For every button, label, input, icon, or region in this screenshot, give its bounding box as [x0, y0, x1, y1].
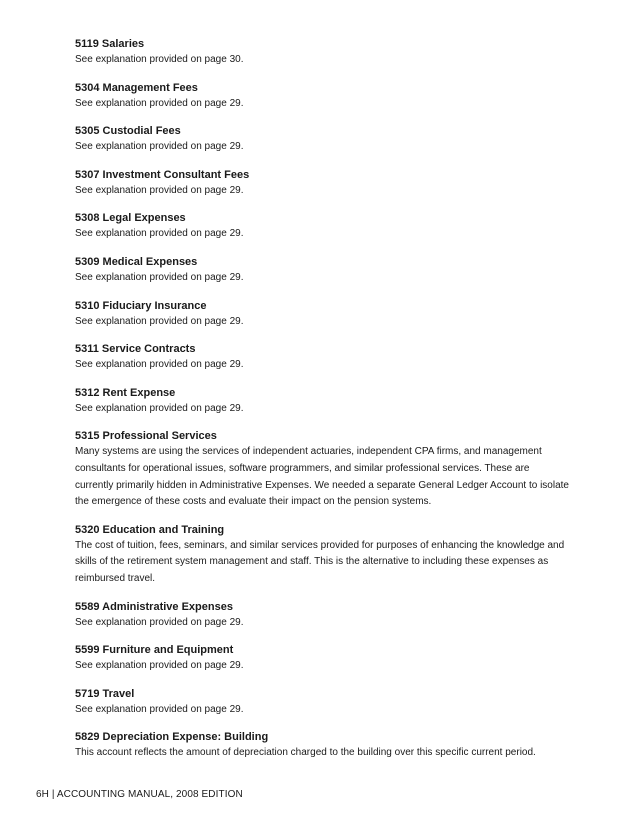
entry-body: See explanation provided on page 29. [75, 184, 244, 196]
entry-title: 5305 Custodial Fees [75, 125, 181, 138]
account-entries [75, 36, 575, 773]
entry-5320 [75, 522, 575, 588]
entry-5308 [75, 210, 575, 243]
entry-title: 5309 Medical Expenses [75, 255, 198, 268]
entry-title: 5315 Professional Services [75, 430, 217, 443]
entry-body: This account reflects the amount of depreciation charged to the building over this specific current period. [75, 747, 536, 759]
entry-title: 5829 Depreciation Expense: Building [75, 731, 269, 744]
entry-title: 5310 Fiduciary Insurance [75, 299, 207, 312]
entry-title: 5304 Management Fees [75, 81, 198, 94]
entry-5311 [75, 341, 575, 374]
entry-5312 [75, 385, 575, 418]
entry-body: See explanation provided on page 30. [75, 54, 244, 65]
entry-body: See explanation provided on page 29. [75, 703, 244, 715]
entry-body: See explanation provided on page 29. [75, 616, 244, 628]
entry-body: See explanation provided on page 29. [75, 315, 244, 327]
entry-body: See explanation provided on page 29. [75, 402, 244, 414]
entry-title: 5308 Legal Expenses [75, 212, 186, 225]
entry-5309 [75, 254, 575, 287]
entry-title: 5320 Education and Training [75, 523, 225, 536]
entry-body: See explanation provided on page 29. [75, 228, 244, 240]
entry-5304 [75, 80, 575, 113]
page-footer: 6H | ACCOUNTING MANUAL, 2008 EDITION [36, 789, 243, 800]
entry-title: 5307 Investment Consultant Fees [75, 168, 250, 181]
entry-title: 5312 Rent Expense [75, 386, 176, 399]
entry-title: 5599 Furniture and Equipment [75, 644, 234, 657]
entry-title: 5119 Salaries [75, 38, 145, 50]
entry-body: The cost of tuition, fees, seminars, and similar services provided for purposes of enhancing the knowledge and skills of the retirement system management and staff. This is the alternative to including these expenses as reimbursed travel. [75, 539, 565, 584]
entry-body: See explanation provided on page 29. [75, 660, 244, 672]
entry-title: 5589 Administrative Expenses [75, 600, 233, 613]
entry-body: Many systems are using the services of independent actuaries, independent CPA firms, and management consultants for operational issues, software programmers, and similar professional services. These are currently primarily hidden in Administrative Expenses. We needed a separate General Ledger Account to isolate the emergence of these costs and evaluate their impact on the pension systems. [75, 446, 569, 508]
entry-5599 [75, 642, 575, 675]
entry-5307 [75, 167, 575, 200]
entry-body: See explanation provided on page 29. [75, 141, 244, 153]
entry-5719 [75, 686, 575, 719]
entry-title: 5719 Travel [75, 687, 135, 700]
entry-5305 [75, 123, 575, 156]
entry-body: See explanation provided on page 29. [75, 97, 244, 109]
entry-body: See explanation provided on page 29. [75, 359, 244, 371]
entry-5315 [75, 428, 575, 510]
entry-5829 [75, 729, 575, 762]
entry-body: See explanation provided on page 29. [75, 271, 244, 283]
entry-title: 5311 Service Contracts [75, 343, 196, 356]
entry-5589 [75, 599, 575, 632]
entry-5310 [75, 298, 575, 331]
entry-5119 [75, 36, 575, 69]
